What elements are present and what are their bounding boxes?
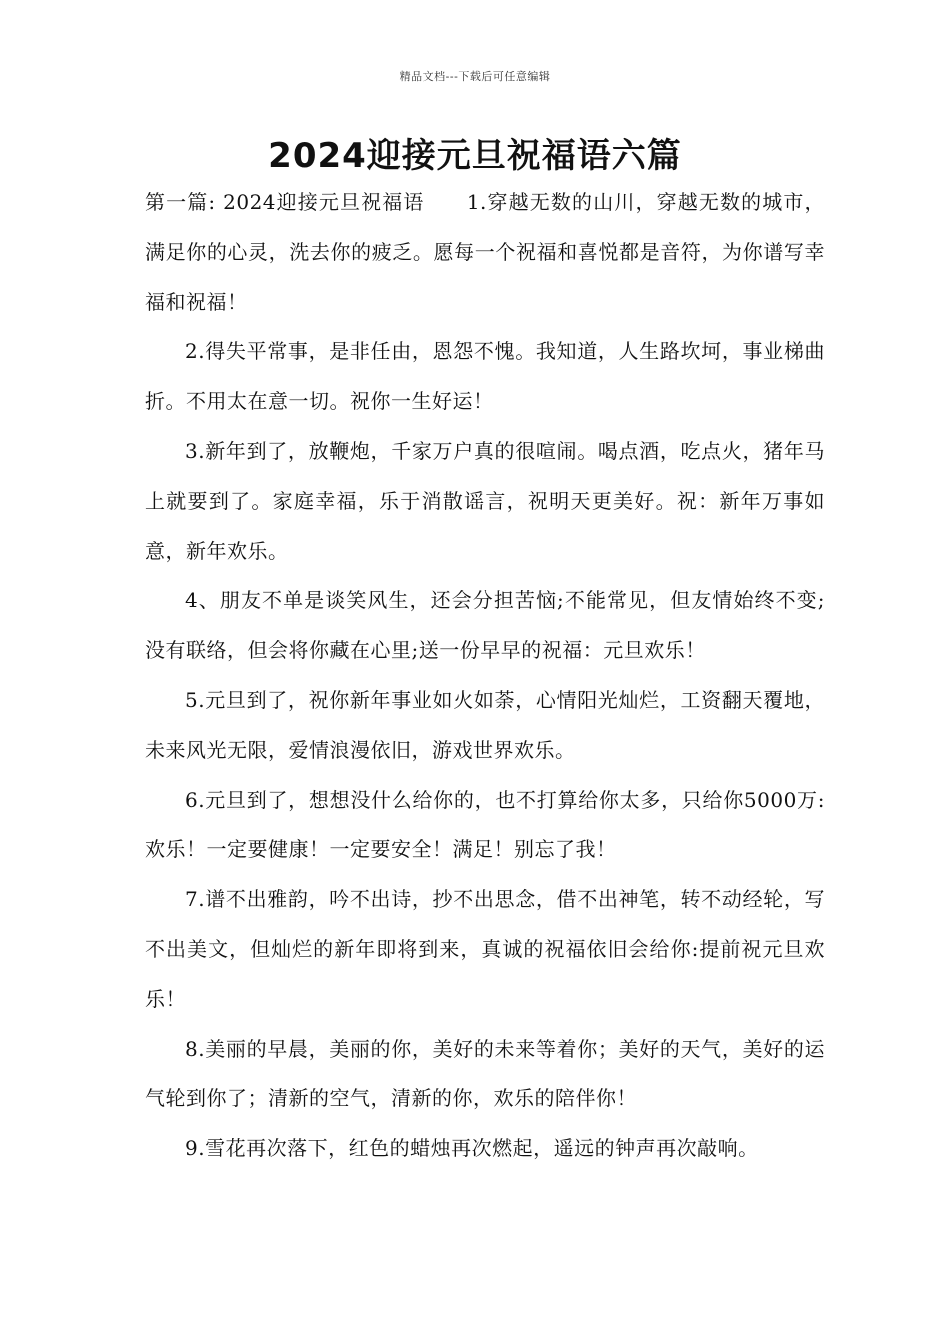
header-note: 精品文档---下载后可任意编辑 — [399, 70, 551, 83]
document-body — [145, 178, 825, 1174]
paragraph-5: 5.元旦到了，祝你新年事业如火如荼，心情阳光灿烂，工资翻天覆地，未来风光无限，爱情浪漫依旧，游戏世界欢乐。 — [145, 687, 825, 762]
paragraph-6: 6.元旦到了，想想没什么给你的，也不打算给你太多，只给你5000万:欢乐！一定要健康！一定要安全！满足！别忘了我！ — [145, 787, 825, 862]
paragraph-9: 9.雪花再次落下，红色的蜡烛再次燃起，遥远的钟声再次敲响。 — [185, 1136, 759, 1161]
paragraph-3: 3.新年到了，放鞭炮，千家万户真的很喧闹。喝点酒，吃点火，猪年马上就要到了。家庭幸福，乐于消散谣言，祝明天更美好。祝：新年万事如意，新年欢乐。 — [145, 438, 825, 563]
document-title: 2024迎接元旦祝福语六篇 — [268, 136, 682, 176]
paragraph-7: 7.谱不出雅韵，吟不出诗，抄不出思念，借不出神笔，转不动经轮，写不出美文，但灿烂的新年即将到来，真诚的祝福依旧会给你:提前祝元旦欢乐！ — [145, 887, 825, 1011]
paragraph-1: 第一篇: 2024迎接元旦祝福语 1.穿越无数的山川，穿越无数的城市，满足你的心灵，洗去你的疲乏。愿每一个祝福和喜悦都是音符，为你谱写幸福和祝福！ — [145, 190, 825, 314]
paragraph-2: 2.得失平常事，是非任由，恩怨不愧。我知道，人生路坎坷，事业梯曲折。不用太在意一切。祝你一生好运！ — [145, 339, 825, 414]
paragraph-4: 4、朋友不单是谈笑风生，还会分担苦恼;不能常见，但友情始终不变;没有联络，但会将你藏在心里;送一份早早的祝福：元旦欢乐！ — [145, 588, 825, 663]
paragraph-8: 8.美丽的早晨，美丽的你，美好的未来等着你；美好的天气，美好的运气轮到你了；清新的空气，清新的你，欢乐的陪伴你！ — [145, 1036, 825, 1111]
